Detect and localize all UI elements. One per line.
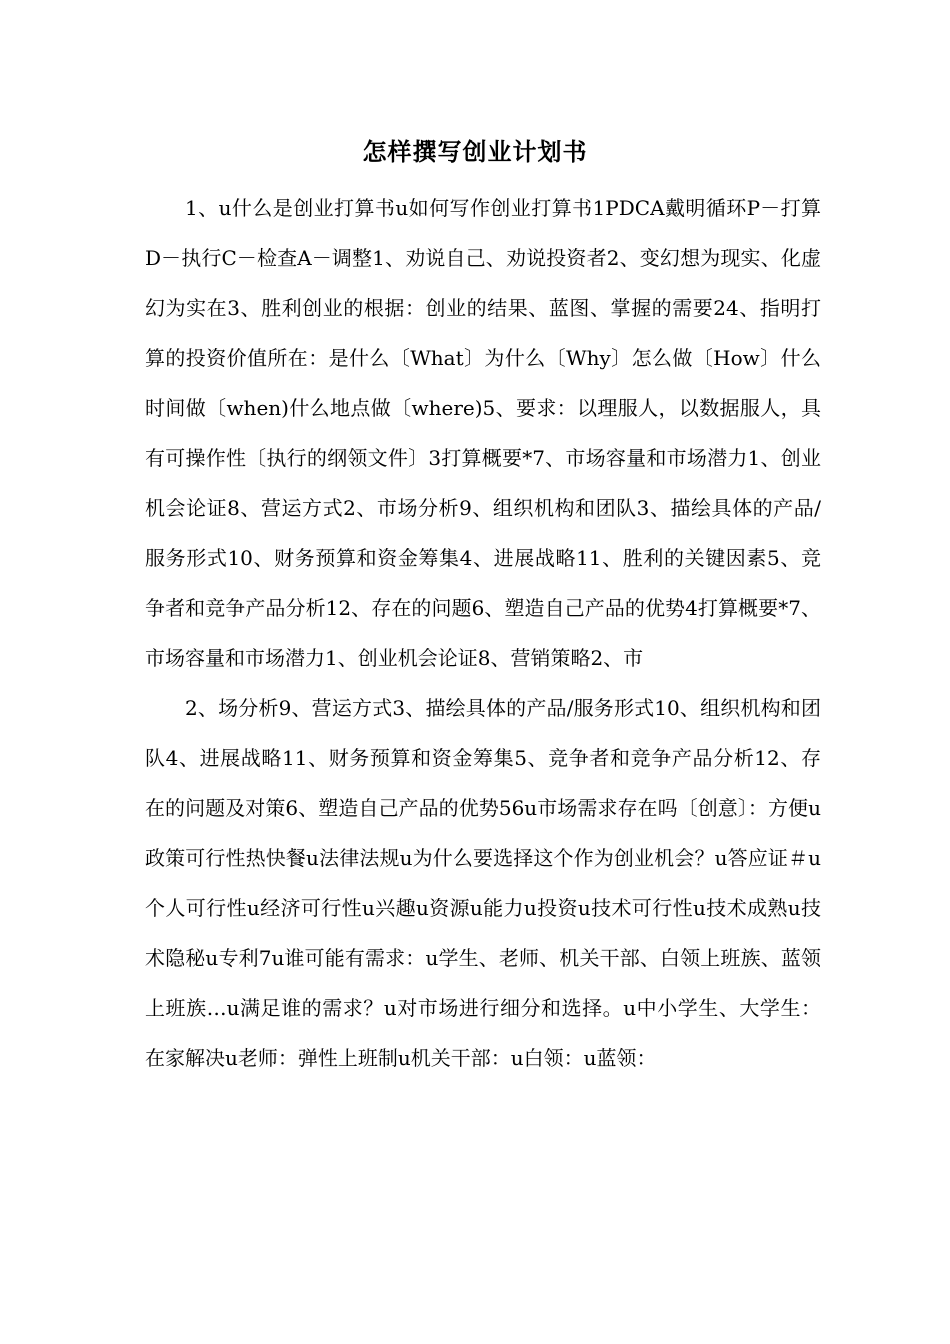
document-body bbox=[145, 183, 821, 1083]
paragraph-2: 2、场分析9、营运方式3、描绘具体的产品/服务形式10、组织机构和团队4、进展战略11、财务预算和资金筹集5、竞争者和竞争产品分析12、存在的问题及对策6、塑造自己产品的优势56u市场需求存在吗〔创意〕：方便u政策可行性热快餐u法律法规u为什么要选择这个作为创业机会？u答应证＃u个人可行性u经济可行性u兴趣u资源u能力u投资u技术可行性u技术成熟u技术隐秘u专利7u谁可能有需求：u学生、老师、机关干部、白领上班族、蓝领上班族…u满足谁的需求？u对市场进行细分和选择。u中小学生、大学生：在家解决u老师：弹性上班制u机关干部：u白领：u蓝领： bbox=[145, 696, 821, 1070]
document-title: 怎样撰写创业计划书 bbox=[362, 137, 588, 166]
paragraph-1: 1、u什么是创业打算书u如何写作创业打算书1PDCA戴明循环P－打算D－执行C－检查A－调整1、劝说自己、劝说投资者2、变幻想为现实、化虚幻为实在3、胜利创业的根据：创业的结果、蓝图、掌握的需要24、指明打算的投资价值所在：是什么〔What〕为什么〔Why〕怎么做〔How〕什么时间做〔when)什么地点做〔where)5、要求：以理服人，以数据服人，具有可操作性〔执行的纲领文件〕3打算概要*7、市场容量和市场潜力1、创业机会论证8、营运方式2、市场分析9、组织机构和团队3、描绘具体的产品/服务形式10、财务预算和资金筹集4、进展战略11、胜利的关键因素5、竞争者和竞争产品分析12、存在的问题6、塑造自己产品的优势4打算概要*7、市场容量和市场潜力1、创业机会论证8、营销策略2、市 bbox=[145, 196, 821, 670]
